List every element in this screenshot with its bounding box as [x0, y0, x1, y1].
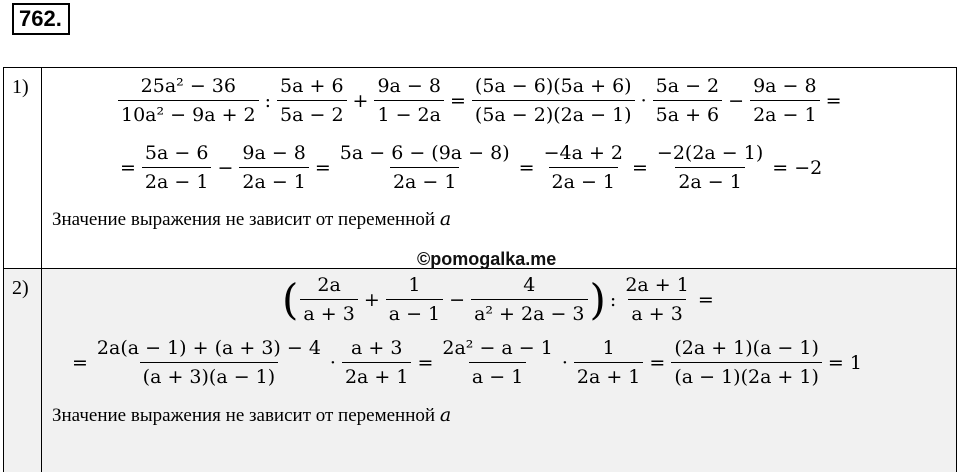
- numerator: (5a − 6)(5a + 6): [474, 75, 632, 97]
- operator: =: [632, 156, 648, 179]
- numerator: (2a + 1)(a − 1): [674, 337, 819, 359]
- numerator: 5a − 6: [144, 142, 209, 164]
- fraction: [750, 74, 820, 127]
- fraction: [94, 336, 324, 389]
- denominator: 1 − 2a: [374, 100, 444, 127]
- operator: ·: [329, 351, 336, 374]
- result: = −2: [772, 156, 823, 179]
- fraction: [622, 273, 692, 326]
- operator: =: [449, 89, 466, 112]
- solution-row-1: [4, 68, 956, 269]
- denominator: 2a − 1: [549, 167, 619, 194]
- operator: =: [518, 156, 535, 179]
- operator: +: [352, 89, 369, 112]
- operator: =: [825, 89, 842, 112]
- numerator: 5a + 6: [280, 75, 344, 97]
- numerator: 9a − 8: [242, 142, 306, 164]
- fraction: [277, 74, 347, 127]
- conclusion-text: Значение выражения не зависит от переменной a: [52, 208, 452, 230]
- fraction: [654, 141, 766, 194]
- operator: =: [72, 351, 88, 374]
- problem-number: 762.: [12, 3, 70, 35]
- fraction: [386, 273, 443, 326]
- fraction: [374, 74, 444, 127]
- denominator: 2a − 1: [750, 100, 820, 127]
- solution-row-2: [4, 269, 956, 472]
- numerator: 5a − 2: [655, 75, 720, 97]
- numerator: 9a − 8: [377, 75, 441, 97]
- fraction: [472, 74, 635, 127]
- operator: =: [697, 288, 714, 311]
- denominator: 5a + 6: [653, 100, 723, 127]
- denominator: (a − 1)(2a + 1): [671, 362, 822, 389]
- denominator: 2a − 1: [239, 167, 309, 194]
- conclusion-text: Значение выражения не зависит от переменной a: [52, 404, 452, 426]
- numerator: a + 3: [351, 337, 403, 359]
- right-paren: ): [589, 274, 606, 324]
- denominator: a² + 2a − 3: [471, 299, 587, 326]
- numerator: 5a − 6 − (9a − 8): [339, 142, 510, 164]
- fraction: [337, 141, 513, 194]
- equation-line: [116, 74, 846, 127]
- fraction: [239, 141, 309, 194]
- numerator: 4: [523, 274, 536, 296]
- denominator: 2a − 1: [390, 167, 460, 194]
- denominator: a + 3: [300, 299, 357, 326]
- fraction: [574, 336, 644, 389]
- operator: =: [314, 156, 331, 179]
- fraction: [471, 273, 587, 326]
- numerator: 25a² − 36: [140, 75, 236, 97]
- numerator: 2a(a − 1) + (a + 3) − 4: [96, 337, 321, 359]
- numerator: 2a² − a − 1: [442, 337, 553, 359]
- operator: =: [417, 351, 434, 374]
- denominator: (a + 3)(a − 1): [140, 362, 278, 389]
- denominator: 10a² − 9a + 2: [118, 100, 259, 127]
- operator: −: [449, 288, 466, 311]
- operator: ·: [640, 89, 647, 112]
- denominator: a + 3: [628, 299, 685, 326]
- denominator: (5a − 2)(2a − 1): [472, 100, 635, 127]
- equation-line: [116, 141, 826, 194]
- fraction: [342, 336, 412, 389]
- denominator: 2a + 1: [574, 362, 644, 389]
- numerator: 2a: [317, 274, 341, 296]
- operator: −: [728, 89, 745, 112]
- denominator: 2a − 1: [675, 167, 745, 194]
- row-label: 2): [4, 269, 42, 472]
- denominator: a − 1: [386, 299, 443, 326]
- row-label: 1): [4, 68, 42, 268]
- fraction: [653, 74, 723, 127]
- numerator: 1: [602, 337, 615, 359]
- fraction: [671, 336, 822, 389]
- result: = 1: [827, 351, 862, 374]
- fraction: [300, 273, 357, 326]
- numerator: 1: [408, 274, 421, 296]
- fraction: [142, 141, 212, 194]
- left-paren: (: [282, 274, 299, 324]
- watermark: ©pomogalka.me: [417, 249, 557, 269]
- denominator: a − 1: [469, 362, 526, 389]
- denominator: 2a + 1: [342, 362, 412, 389]
- operator: =: [120, 156, 136, 179]
- denominator: 5a − 2: [277, 100, 347, 127]
- operator: :: [264, 89, 272, 112]
- operator: =: [649, 351, 666, 374]
- numerator: −2(2a − 1): [656, 142, 764, 164]
- numerator: 9a − 8: [753, 75, 817, 97]
- operator: :: [609, 288, 617, 311]
- numerator: −4a + 2: [543, 142, 623, 164]
- equation-line: [68, 336, 866, 389]
- fraction: [439, 336, 555, 389]
- operator: −: [217, 156, 234, 179]
- denominator: 2a − 1: [142, 167, 212, 194]
- numerator: 2a + 1: [625, 274, 689, 296]
- fraction: [118, 74, 259, 127]
- operator: +: [363, 288, 380, 311]
- fraction: [541, 141, 626, 194]
- operator: ·: [561, 351, 568, 374]
- equation-line: [282, 273, 718, 326]
